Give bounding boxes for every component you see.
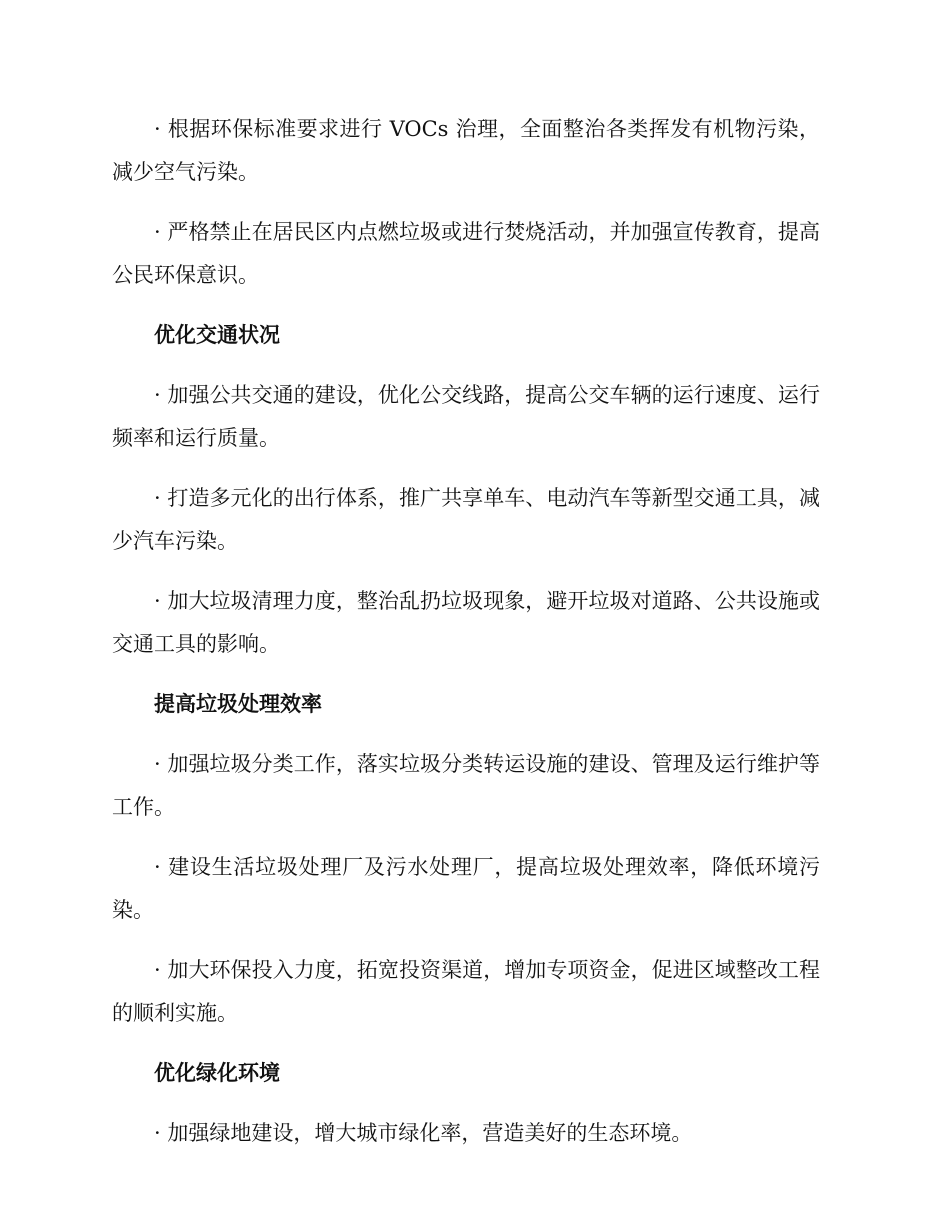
heading-greening: 优化绿化环境 [154, 1061, 280, 1085]
paragraph-treatment-plants: · 建设生活垃圾处理厂及污水处理厂，提高垃圾处理效率，降低环境污染。 [112, 855, 820, 922]
paragraph-public-transit: · 加强公共交通的建设，优化公交线路，提高公交车辆的运行速度、运行频率和运行质量。 [112, 383, 820, 450]
paragraph-travel-system: · 打造多元化的出行体系，推广共享单车、电动汽车等新型交通工具，减少汽车污染。 [112, 486, 820, 553]
paragraph-burning-ban: · 严格禁止在居民区内点燃垃圾或进行焚烧活动，并加强宣传教育，提高公民环保意识。 [112, 220, 820, 287]
paragraph-investment: · 加大环保投入力度，拓宽投资渠道，增加专项资金，促进区域整改工程的顺利实施。 [112, 958, 820, 1025]
paragraph-garbage-sorting: · 加强垃圾分类工作，落实垃圾分类转运设施的建设、管理及运行维护等工作。 [112, 752, 820, 819]
heading-traffic: 优化交通状况 [154, 323, 280, 347]
paragraph-green-space: · 加强绿地建设，增大城市绿化率，营造美好的生态环境。 [154, 1121, 693, 1145]
paragraph-garbage-cleanup: · 加大垃圾清理力度，整治乱扔垃圾现象，避开垃圾对道路、公共设施或交通工具的影响。 [112, 589, 820, 656]
paragraph-vocs: · 根据环保标准要求进行 VOCs 治理，全面整治各类挥发有机物污染，减少空气污染。 [112, 117, 820, 184]
heading-garbage-processing: 提高垃圾处理效率 [154, 692, 322, 716]
